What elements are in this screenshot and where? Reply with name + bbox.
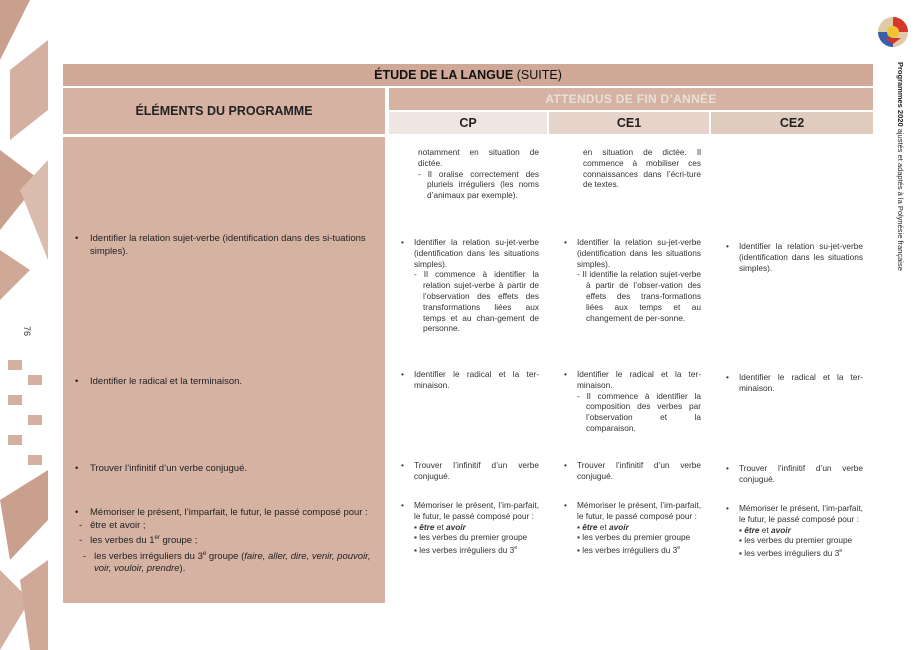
section-title: ÉTUDE DE LA LANGUE (SUITE) (63, 64, 873, 86)
ce1-column-header: CE1 (549, 112, 709, 134)
attendus-header: ATTENDUS DE FIN D’ANNÉE (389, 88, 873, 110)
ce1-cell: • Identifier la relation su-jet-verbe (identification dans les situations simples). - Il identifie la relation sujet-verbe à partir de l’obser-vation des effets des trans-formations liées aux temps et au changement de per-sonne. (564, 237, 701, 323)
ce1-cell: en situation de dictée. Il commence à mobiliser ces connaissances dans l’écri-ture de textes. (583, 147, 701, 190)
ce1-cell: • Mémoriser le présent, l’im-parfait, le futur, le passé composé pour : ▪ être et avoir ▪ les verbes du premier groupe ▪ les verbes irréguliers du 3e (564, 500, 701, 555)
page-number: 76 (22, 325, 33, 337)
ce1-cell: • Identifier le radical et la ter-minaison. - Il commence à identifier la composition des verbes par l’observation et la comparaison. (564, 369, 701, 433)
side-caption: Programmes 2020 ajustés et adaptés à la Polynésie française (896, 62, 905, 271)
cp-cell: • Mémoriser le présent, l’im-parfait, le futur, le passé composé pour : ▪ être et avoir ▪ les verbes du premier groupe ▪ les verbes irréguliers du 3e (401, 500, 539, 555)
ce2-column-header: CE2 (711, 112, 873, 134)
cp-cell: • Identifier la relation su-jet-verbe (identification dans les situations simples). - Il commence à identifier la relation sujet-verbe à partir de l’observation des effets des transformations liées aux temps et au chan-gement de personne. (401, 237, 539, 334)
element-subitem: - les verbes irréguliers du 3e groupe (faire, aller, dire, venir, pouvoir, voir, vouloir, prendre). (83, 550, 371, 575)
ce2-cell: • Identifier le radical et la ter-minaison. (726, 372, 863, 393)
cp-cell: notamment en situation de dictée. - Il oralise correctement des pluriels irréguliers (les noms d’animaux par exemple). (418, 147, 539, 201)
ce2-cell: • Mémoriser le présent, l’im-parfait, le futur, le passé composé pour : ▪ être et avoir ▪ les verbes du premier groupe ▪ les verbes irréguliers du 3e (726, 503, 863, 558)
elements-column-header: ÉLÉMENTS DU PROGRAMME (63, 88, 385, 134)
elements-column (63, 137, 385, 603)
polynesia-emblem-icon (877, 16, 909, 48)
cp-cell: • Trouver l’infinitif d’un verbe conjugué. (401, 460, 539, 481)
ce2-cell: • Identifier la relation su-jet-verbe (identification dans les situations simples). (726, 241, 863, 273)
cp-cell: • Identifier le radical et la ter-minaison. (401, 369, 539, 390)
element-item: • Trouver l’infinitif d’un verbe conjugué. (75, 463, 248, 474)
ce2-cell: • Trouver l’infinitif d’un verbe conjugué. (726, 463, 863, 484)
element-subitem: - être et avoir ; (79, 519, 146, 531)
ce1-cell: • Trouver l’infinitif d’un verbe conjugué. (564, 460, 701, 481)
element-subitem: - les verbes du 1er groupe ; (79, 535, 198, 547)
element-item: • Identifier le radical et la terminaison. (75, 376, 243, 387)
element-item: • Mémoriser le présent, l’imparfait, le futur, le passé composé pour : - être et avoir ; - les verbes du 1er groupe ; - les verbes irréguliers du 3e groupe (faire, aller, dire, venir, pouvoir, voir, vouloir, prendre). (75, 507, 375, 576)
cp-column-header: CP (389, 112, 547, 134)
element-item: • Identifier la relation sujet-verbe (identification dans des si-tuations simples). (75, 233, 366, 257)
